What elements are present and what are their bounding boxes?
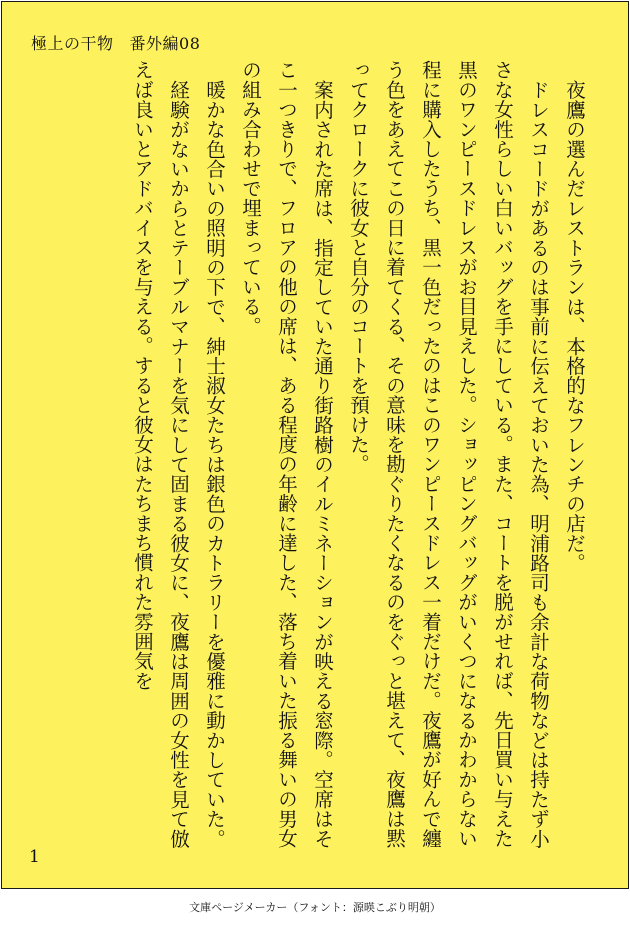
book-page [1, 1, 629, 889]
page-number: 1 [29, 847, 40, 867]
book-title: 極上の干物 [31, 34, 114, 53]
paragraph: 経験がないからとテーブルマナーを気にして固まる彼女に、夜鷹は周囲の女性を見て倣えば良いとアドバイスを与える。すると彼女はたちまち慣れた雰囲気を [131, 60, 190, 848]
vertical-text-body [57, 60, 592, 850]
paragraph: 夜鷹の選んだレストランは、本格的なフレンチの店だ。 [563, 79, 586, 572]
paragraph: ドレスコードがあるのは事前に伝えておいた為、明浦路司も余計な荷物などは持たず小さな女性らしい白いバッグを手にしている。また、コートを脱がせれば、先日買い与えた黒のワンピースドレスがお目見えした。ショッピングバッグがいくつになるかわからない程に購入したうち、黒一色だったのはこのワンピースドレス一着だけだ。夜鷹が好んで纏う色をあえてこの日に着てくる、その意味を勘ぐりたくなるのをぐっと堪えて、夜鷹は黙ってクロークに彼女と自分のコートを預けた。 [347, 60, 550, 848]
paragraph: 案内された席は、指定していた通り街路樹のイルミネーションが映える窓際。空席はそこ一つきりで、フロアの他の席は、ある程度の年齢に達した、落ち着いた振る舞いの男女の組み合わせで埋まっている。 [239, 60, 334, 848]
paragraph: 暖かな色合いの照明の下で、紳士淑女たちは銀色のカトラリーを優雅に動かしていた。 [203, 79, 226, 848]
chapter-label: 番外編08 [129, 34, 201, 53]
footer-credit: 文庫ページメーカー（フォント：源暎こぶり明朝） [189, 901, 441, 914]
page-header [31, 31, 200, 54]
